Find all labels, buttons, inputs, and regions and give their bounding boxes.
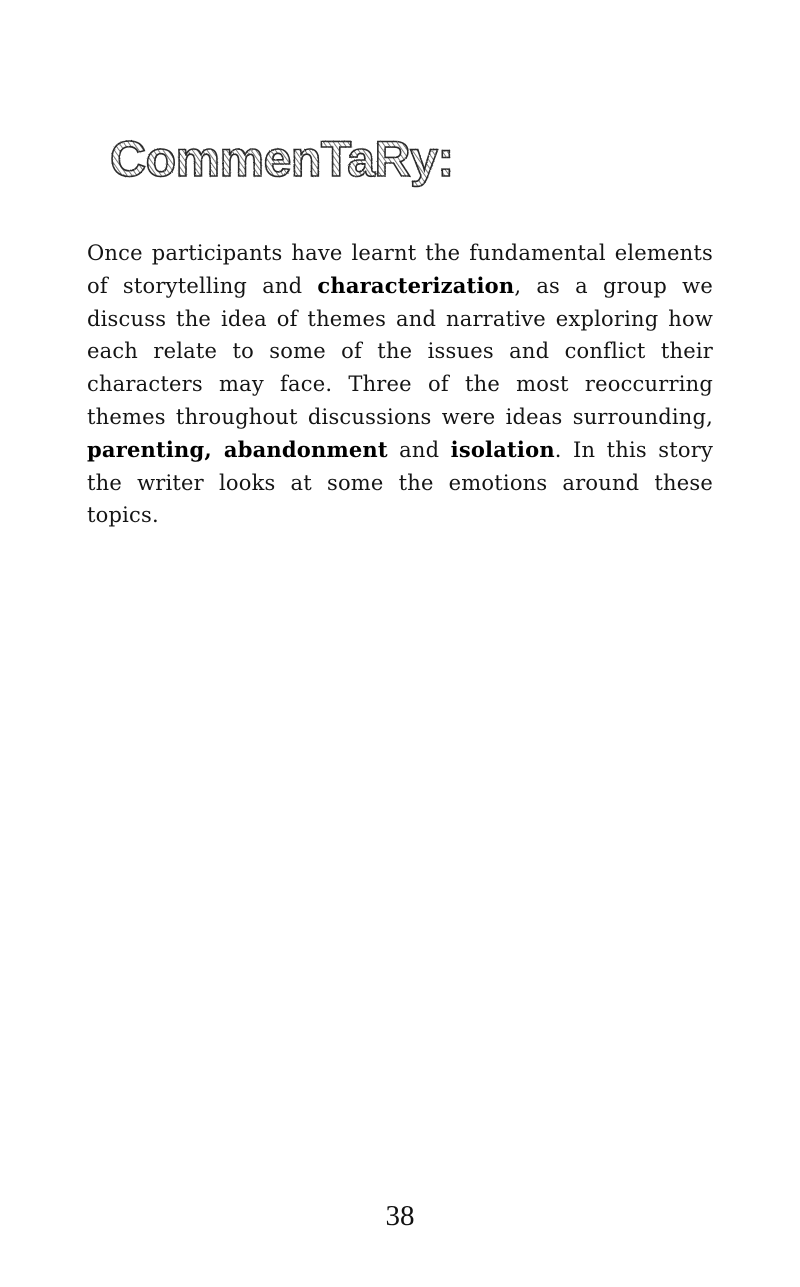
bold-keyword: isolation — [450, 436, 555, 462]
paragraph-text: . In this story the writer looks at some the emotions around these topics. — [87, 437, 714, 528]
page-number: 38 — [385, 1200, 415, 1232]
commentary-heading-art — [108, 128, 468, 192]
commentary-heading — [108, 128, 468, 192]
bold-keyword: parenting, abandonment — [87, 436, 388, 462]
bold-keyword: characterization — [317, 272, 515, 298]
paragraph-text: and — [387, 437, 451, 462]
heading-text: CommenTaRy: — [110, 131, 454, 187]
paragraph-text: Once participants have learnt the fundamental elements of storytelling and — [87, 241, 713, 298]
commentary-paragraph — [87, 237, 713, 532]
paragraph-text: , as a group we discuss the idea of themes and narrative exploring how each relate to some of the issues and conflict their characters may face. Three of the most reoccurring themes throughout discussions were ideas surrounding, — [87, 273, 713, 429]
